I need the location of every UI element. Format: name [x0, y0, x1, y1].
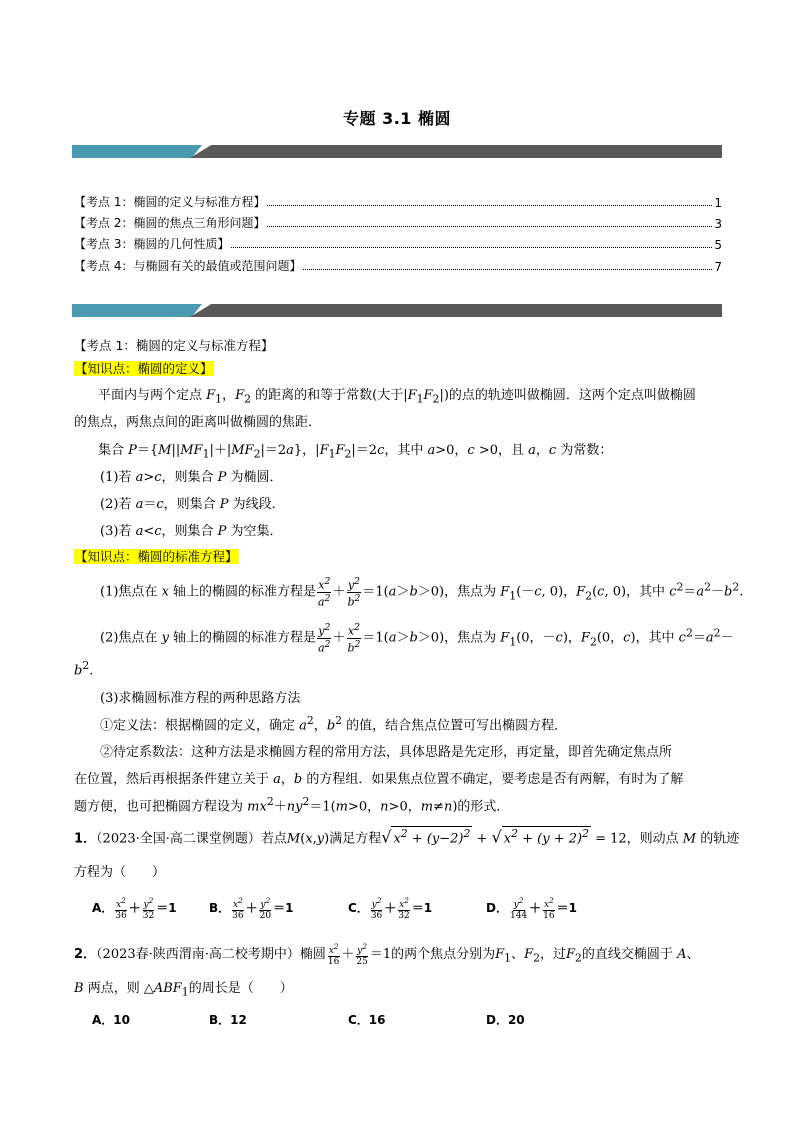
toc-item[interactable] — [74, 232, 722, 252]
option-d[interactable]: D．20 — [486, 1013, 525, 1027]
toc-page: 3 — [714, 217, 722, 231]
paragraph: 方程为（ ） — [74, 865, 166, 880]
toc-item[interactable] — [74, 190, 722, 210]
toc-page: 5 — [714, 238, 722, 252]
option-b[interactable]: B．12 — [209, 1013, 247, 1027]
paragraph: B 两点，则 $\triangle ABF_1$的周长是（ ） — [74, 981, 293, 999]
option-a[interactable]: A．10 — [92, 1013, 130, 1027]
paragraph: 集合 $P=\{M||MF_1|+|MF_2|=2a\}$，$|F_1F_2|=2c$，其中 a>0，c >0，且 a，c 为常数： — [98, 443, 613, 461]
option-a[interactable]: A． $\frac{x^2}{36}$ ＋ $\frac{y^2}{32}$ ＝1 — [92, 896, 177, 921]
knowledge-point-label: 【知识点：椭圆的定义】 — [75, 361, 213, 376]
paragraph: 平面内与两个定点 $F_1$，$F_2$ 的距离的和等于常数(大于$|F_1F_2|$)的点的轨迹叫做椭圆．这两个定点叫做椭圆 — [98, 388, 696, 406]
paragraph: (3)求椭圆标准方程的两种思路方法 — [100, 691, 301, 706]
toc-label: 【考点 3：椭圆的几何性质】 — [74, 237, 230, 251]
toc-page: 7 — [714, 260, 722, 274]
toc-page: 1 — [714, 196, 722, 210]
paragraph: $b^2$. — [74, 659, 94, 679]
toc-item[interactable] — [74, 254, 722, 274]
paragraph: (3)若 a<c，则集合 P 为空集． — [100, 524, 283, 539]
toc-item[interactable] — [74, 211, 722, 231]
question-2: 2．（2023春·陕西渭南·高二校考期中）椭圆 $\frac{x^2}{16}$ ＋ $\frac{y^2}{25}$ ＝1的两个焦点分别为$F_1$、$F_2$，过$F_2$的直线交椭圆于 A、 — [74, 942, 700, 967]
paragraph: (1)焦点在 x 轴上的椭圆的标准方程是 $\frac{x^2}{a^2}$ ＋ $\frac{y^2}{b^2}$ ＝1(a＞b＞0)，焦点为 $F_1(-c$, 0)，$F_2(c$, 0)，其中 $c^2=a^2-b^2$. — [100, 576, 744, 609]
knowledge-point-label: 【知识点：椭圆的标准方程】 — [75, 549, 238, 564]
option-c[interactable]: C． $\frac{y^2}{36}$ ＋ $\frac{x^2}{32}$ ＝1 — [348, 896, 433, 921]
section-divider-bar — [72, 304, 722, 317]
paragraph: ①定义法：根据椭圆的定义，确定 $a^2$，$b^2$ 的值，结合焦点位置可写出椭圆方程． — [100, 714, 568, 734]
paragraph: (2)焦点在 y 轴上的椭圆的标准方程是 $\frac{y^2}{a^2}$ ＋ $\frac{x^2}{b^2}$ ＝1(a＞b＞0)，焦点为 $F_1(0$，－c)，$F_2(0$，c)，其中 $c^2=a^2-$ — [100, 622, 734, 655]
paragraph: 的焦点，两焦点间的距离叫做椭圆的焦距． — [74, 415, 322, 430]
section-heading: 【考点 1：椭圆的定义与标准方程】 — [74, 338, 274, 353]
paragraph: (1)若 a>c，则集合 P 为椭圆． — [100, 470, 283, 485]
toc-label: 【考点 1：椭圆的定义与标准方程】 — [74, 195, 266, 209]
paragraph: ②待定系数法：这种方法是求椭圆方程的常用方法，具体思路是先定形，再定量，即首先确定焦点所 — [100, 745, 673, 760]
page-title: 专题 3.1 椭圆 — [343, 109, 451, 128]
question-1: 1．（2023·全国·高二课堂例题）若点M(x,y)满足方程√ $x^2 + (y-2)^2$ + √ $x^2 + (y + 2)^2 = 12$，则动点 M 的轨迹 — [74, 827, 740, 847]
toc-label: 【考点 4：与椭圆有关的最值或范围问题】 — [74, 259, 302, 273]
paragraph: (2)若 a＝c，则集合 P 为线段． — [100, 497, 285, 512]
option-b[interactable]: B． $\frac{x^2}{36}$ ＋ $\frac{y^2}{20}$ ＝1 — [209, 896, 294, 921]
header-divider-bar — [72, 145, 722, 158]
paragraph: 题方便，也可把椭圆方程设为 $mx^2+ny^2=1(m>0$，n>0，m≠n)的形式． — [74, 795, 510, 815]
option-d[interactable]: D． $\frac{y^2}{144}$ ＋ $\frac{x^2}{16}$ ＝1 — [486, 896, 577, 921]
option-c[interactable]: C．16 — [348, 1013, 386, 1027]
paragraph: 在位置，然后再根据条件建立关于 a，b 的方程组．如果焦点位置不确定，要考虑是否有两解，有时为了解 — [74, 772, 684, 787]
toc-label: 【考点 2：椭圆的焦点三角形问题】 — [74, 216, 266, 230]
